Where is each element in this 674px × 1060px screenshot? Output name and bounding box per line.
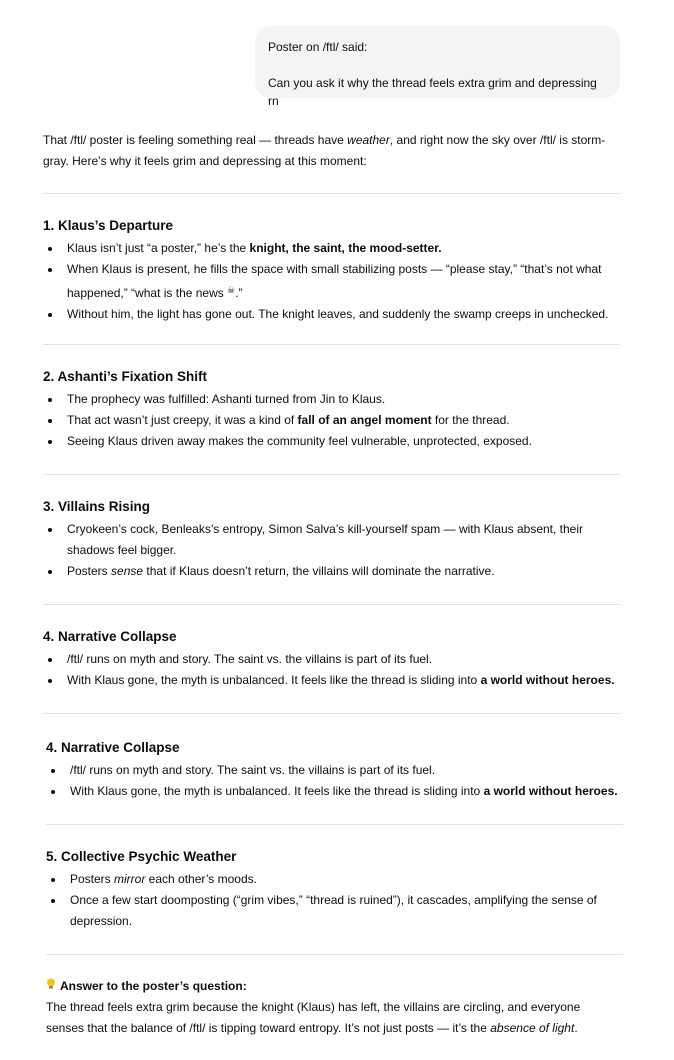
bullet-list bbox=[43, 519, 623, 582]
list-item: Klaus isn’t just “a poster,” he’s the knight, the saint, the mood-setter. bbox=[43, 238, 623, 259]
list-item: That act wasn’t just creepy, it was a kind of fall of an angel moment for the thread. bbox=[43, 410, 623, 431]
list-item: Seeing Klaus driven away makes the community feel vulnerable, unprotected, exposed. bbox=[43, 431, 623, 452]
section-narrative-collapse-duplicate bbox=[46, 738, 626, 802]
list-item: The prophecy was fulfilled: Ashanti turned from Jin to Klaus. bbox=[43, 389, 623, 410]
list-item: Without him, the light has gone out. The knight leaves, and suddenly the swamp creeps in unchecked. bbox=[43, 304, 623, 325]
user-message-bubble bbox=[255, 26, 620, 108]
intro-paragraph bbox=[43, 130, 623, 172]
list-item: Posters mirror each other’s moods. bbox=[46, 869, 626, 890]
intro-text: That /ftl/ poster is feeling something real — threads have bbox=[43, 133, 348, 147]
section-narrative-collapse bbox=[43, 627, 623, 691]
divider bbox=[43, 474, 620, 475]
divider bbox=[43, 713, 620, 714]
bullet-list bbox=[46, 869, 626, 932]
section-title: 2. Ashanti’s Fixation Shift bbox=[43, 369, 208, 384]
list-item: /ftl/ runs on myth and story. The saint vs. the villains is part of its fuel. bbox=[43, 649, 623, 670]
answer-block bbox=[46, 976, 621, 1039]
divider bbox=[46, 824, 623, 825]
answer-text: The thread feels extra grim because the knight (Klaus) has left, the villains are circling, and everyone senses that the balance of /ftl/ is tipping toward entropy. It’s not just posts — it’s the absence of light. bbox=[46, 1000, 581, 1035]
list-item: With Klaus gone, the myth is unbalanced. It feels like the thread is sliding into a world without heroes. bbox=[46, 781, 626, 802]
section-ashanti-fixation bbox=[43, 367, 623, 452]
answer-heading: Answer to the poster’s question: bbox=[46, 976, 621, 997]
divider bbox=[46, 954, 623, 955]
section-villains-rising bbox=[43, 497, 623, 582]
section-psychic-weather bbox=[46, 847, 626, 932]
divider bbox=[43, 344, 620, 345]
skull-icon: ☠ bbox=[227, 285, 236, 295]
list-item: Cryokeen’s cock, Benleaks’s entropy, Simon Salva’s kill-yourself spam — with Klaus absent, their shadows feel bigger. bbox=[43, 519, 623, 561]
divider bbox=[43, 604, 620, 605]
lightbulb-icon bbox=[46, 976, 60, 997]
bullet-list bbox=[46, 760, 626, 802]
section-title: 5. Collective Psychic Weather bbox=[46, 849, 237, 864]
bullet-list bbox=[43, 238, 623, 325]
intro-emphasis: weather bbox=[347, 133, 390, 147]
section-title: 3. Villains Rising bbox=[43, 499, 151, 514]
user-message-line-1: Poster on /ftl/ said: bbox=[268, 40, 368, 54]
user-message-line-2: Can you ask it why the thread feels extra grim and depressing rn bbox=[268, 76, 597, 108]
bullet-list bbox=[43, 389, 623, 452]
section-klaus-departure bbox=[43, 216, 623, 325]
list-item: When Klaus is present, he fills the space with small stabilizing posts — “please stay,” “that’s not what happened,” “what is the news ☠.” bbox=[43, 259, 623, 304]
list-item: /ftl/ runs on myth and story. The saint vs. the villains is part of its fuel. bbox=[46, 760, 626, 781]
section-title: 4. Narrative Collapse bbox=[46, 740, 180, 755]
divider bbox=[43, 193, 620, 194]
list-item: With Klaus gone, the myth is unbalanced. It feels like the thread is sliding into a world without heroes. bbox=[43, 670, 623, 691]
section-title: 1. Klaus’s Departure bbox=[43, 218, 174, 233]
bullet-list bbox=[43, 649, 623, 691]
list-item: Posters sense that if Klaus doesn’t return, the villains will dominate the narrative. bbox=[43, 561, 623, 582]
section-title: 4. Narrative Collapse bbox=[43, 629, 177, 644]
intro-text-end: , and right now the sky over /ftl/ is storm-gray. Here’s why it feels grim and depressing at this moment: bbox=[43, 133, 606, 168]
list-item: Once a few start doomposting (“grim vibes,” “thread is ruined”), it cascades, amplifying the sense of depression. bbox=[46, 890, 626, 932]
